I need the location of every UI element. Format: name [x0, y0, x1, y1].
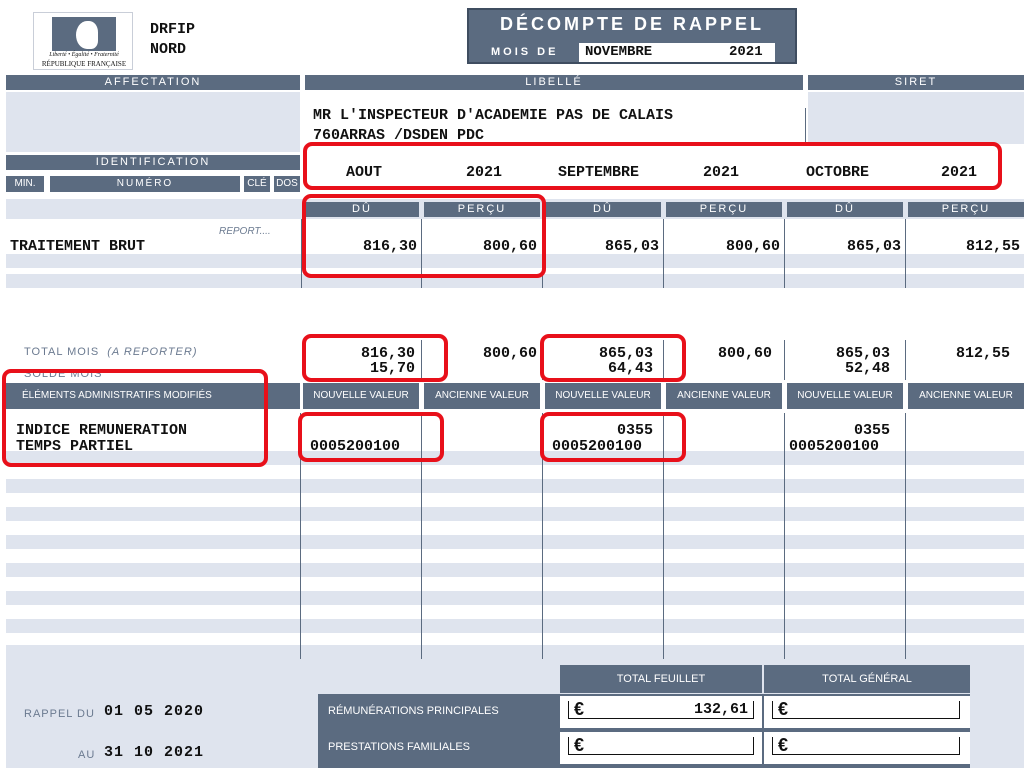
period-1-year: 2021 — [466, 164, 503, 181]
total-general-header: TOTAL GÉNÉRAL — [764, 665, 970, 693]
top-document — [0, 0, 1024, 288]
solde-mois-value-2: 64,43 — [607, 360, 653, 377]
euro-sign-1: € — [574, 699, 585, 719]
dos-header: DOS — [274, 176, 300, 192]
affectation-cell — [6, 92, 300, 152]
org-line2: NORD — [150, 41, 187, 58]
element-row-2-value-1: 0005200100 — [310, 438, 401, 455]
total-mois-text: TOTAL MOIS — [24, 346, 100, 358]
period-2-year: 2021 — [703, 164, 740, 181]
total-feuillet-header: TOTAL FEUILLET — [560, 665, 762, 693]
highlight-temps-partiel-aout — [298, 412, 444, 462]
ancienne-header-1: ANCIENNE VALEUR — [424, 383, 540, 409]
document-title: DÉCOMPTE DE RAPPEL — [499, 14, 765, 34]
traitement-value-3: 865,03 — [604, 238, 659, 255]
element-row-2-value-3: 0005200100 — [789, 438, 880, 455]
solde-mois-value-3: 52,48 — [844, 360, 890, 377]
highlight-aout-traitement — [302, 194, 546, 278]
org-line1: DRFIP — [150, 21, 196, 38]
nouvelle-header-3: NOUVELLE VALEUR — [787, 383, 903, 409]
euro-sign-3: € — [574, 735, 585, 755]
period-3-month: OCTOBRE — [806, 164, 870, 181]
libelle-line2: 760ARRAS /DSDEN PDC — [313, 127, 485, 144]
siret-header: SIRET — [808, 75, 1024, 90]
total-mois-value-4: 800,60 — [717, 345, 772, 362]
remunerations-feuillet-value: 132,61 — [693, 701, 748, 718]
traitement-value-4: 800,60 — [725, 238, 780, 255]
cle-header: CLÉ — [244, 176, 270, 192]
du-header-2: DÛ — [545, 202, 661, 217]
bottom-document — [0, 336, 1024, 768]
logo-motto: Liberté • Égalité • Fraternité — [49, 52, 119, 58]
euro-field-2 — [772, 701, 960, 719]
marianne-profile-icon — [76, 21, 98, 49]
euro-sign-2: € — [778, 699, 789, 719]
element-row-1-value-2: 0355 — [616, 422, 653, 439]
ancienne-header-3: ANCIENNE VALEUR — [908, 383, 1024, 409]
traitement-value-6: 812,55 — [965, 238, 1020, 255]
libelle-header: LIBELLÉ — [305, 75, 803, 90]
element-row-2-value-2: 0005200100 — [552, 438, 643, 455]
au-value: 31 10 2021 — [104, 744, 205, 761]
identification-header: IDENTIFICATION — [6, 155, 300, 170]
element-row-1-label: INDICE REMUNERATION — [16, 422, 188, 439]
libelle-line1: MR L'INSPECTEUR D'ACADEMIE PAS DE CALAIS — [313, 107, 674, 124]
numero-header: NUMÉRO — [50, 176, 240, 192]
highlight-periods — [303, 142, 1002, 190]
euro-sign-4: € — [778, 735, 789, 755]
traitement-value-1: 816,30 — [362, 238, 417, 255]
du-header-3: DÛ — [787, 202, 903, 217]
total-mois-sub: (A REPORTER) — [107, 346, 198, 358]
euro-field-4 — [772, 737, 960, 755]
percu-header-3: PERÇU — [908, 202, 1024, 217]
highlight-total-septembre — [540, 334, 686, 382]
report-label: REPORT.... — [219, 226, 271, 237]
nouvelle-header-2: NOUVELLE VALEUR — [545, 383, 661, 409]
affectation-header: AFFECTATION — [6, 75, 300, 90]
total-mois-value-2: 800,60 — [482, 345, 537, 362]
nouvelle-header-1: NOUVELLE VALEUR — [303, 383, 419, 409]
annee-value: 2021 — [729, 44, 763, 60]
element-row-1-value-3: 0355 — [853, 422, 890, 439]
rappel-du-value: 01 05 2020 — [104, 703, 205, 720]
siret-cell — [808, 92, 1024, 144]
du-header-1: DÛ — [305, 202, 419, 217]
solde-mois-value-1: 15,70 — [369, 360, 415, 377]
total-mois-value-5: 865,03 — [835, 345, 890, 362]
mois-value: NOVEMBRE — [585, 44, 653, 60]
marianne-logo — [33, 12, 133, 70]
prestations-label: PRESTATIONS FAMILIALES — [328, 741, 471, 753]
highlight-total-aout — [302, 334, 448, 382]
elements-header: ÉLÉMENTS ADMINISTRATIFS MODIFIÉS — [6, 383, 300, 409]
traitement-value-5: 865,03 — [846, 238, 901, 255]
title-box — [467, 8, 797, 64]
total-mois-value-1: 816,30 — [360, 345, 415, 362]
traitement-label: TRAITEMENT BRUT — [10, 238, 146, 255]
traitement-value-2: 800,60 — [482, 238, 537, 255]
ancienne-header-2: ANCIENNE VALEUR — [666, 383, 782, 409]
euro-field-3 — [568, 737, 754, 755]
percu-header-2: PERÇU — [666, 202, 782, 217]
remunerations-label: RÉMUNÉRATIONS PRINCIPALES — [328, 705, 499, 717]
solde-mois-label: SOLDE MOIS — [24, 368, 103, 380]
rappel-du-label: RAPPEL DU — [24, 708, 95, 720]
au-label: AU — [78, 749, 96, 761]
highlight-elements-label — [2, 369, 268, 467]
period-3-year: 2021 — [941, 164, 978, 181]
period-2-month: SEPTEMBRE — [558, 164, 640, 181]
mois-de-label: MOIS DE — [491, 46, 559, 58]
total-mois-value-3: 865,03 — [598, 345, 653, 362]
element-row-2-label: TEMPS PARTIEL — [16, 438, 134, 455]
total-mois-label — [24, 346, 198, 358]
percu-header-1: PERÇU — [424, 202, 540, 217]
min-header: MIN. — [6, 176, 44, 192]
total-mois-value-6: 812,55 — [955, 345, 1010, 362]
highlight-elements-septembre — [540, 412, 686, 462]
logo-republique: RÉPUBLIQUE FRANÇAISE — [41, 60, 127, 68]
period-1-month: AOUT — [346, 164, 383, 181]
